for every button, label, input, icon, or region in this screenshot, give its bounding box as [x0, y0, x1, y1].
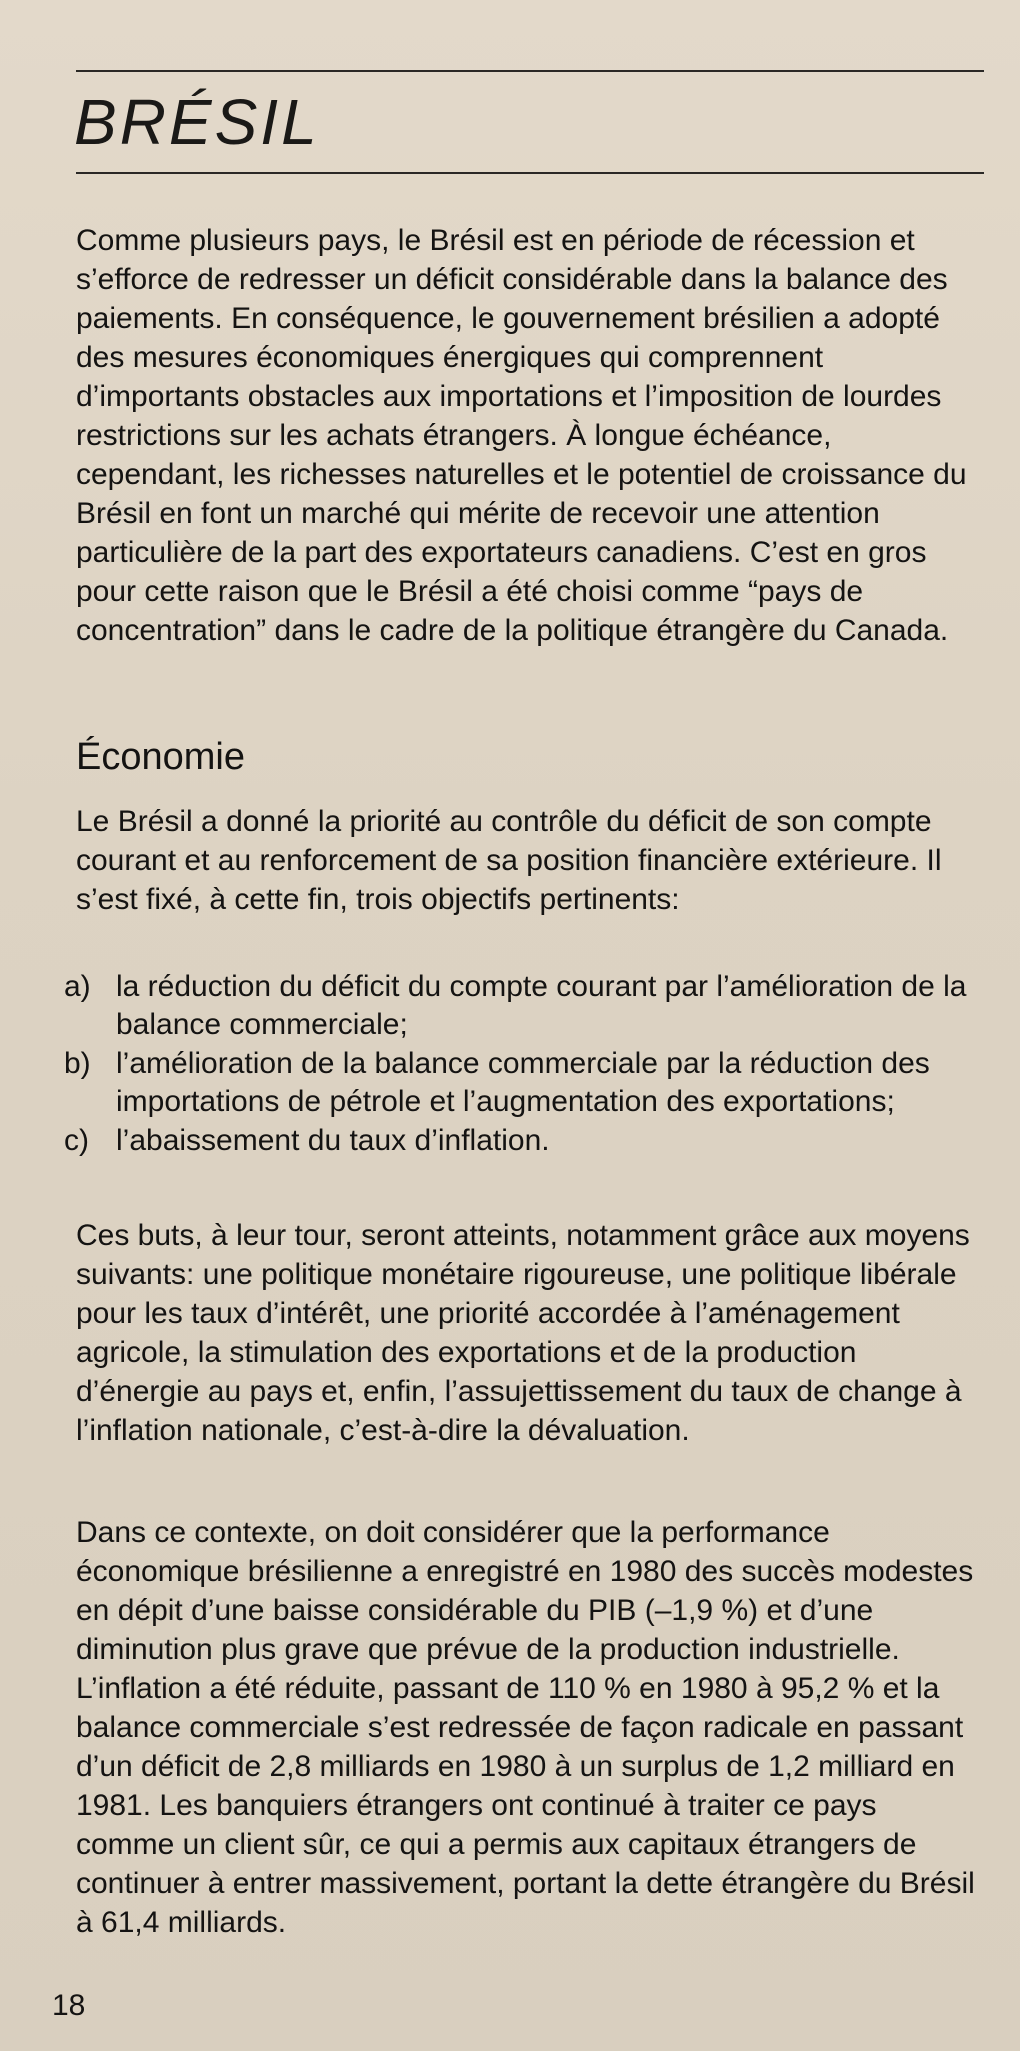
page-title: BRÉSIL — [74, 86, 320, 158]
intro-paragraph: Comme plusieurs pays, le Brésil est en période de récession et s’efforce de redresser un déficit considérable dans la balance des paiements. En conséquence, le gouvernement brésilien a adopté des mesures économiques énergiques qui comprennent d’importants obstacles aux importations et l’imposition de lourdes restrictions sur les achats étrangers. À longue échéance, cependant, les richesses naturelles et le potentiel de croissance du Brésil en font un marché qui mérite de recevoir une attention particulière de la part des exportateurs canadiens. C’est en gros pour cette raison que le Brésil a été choisi comme “pays de concentration” dans le cadre de la politique étrangère du Canada. — [76, 224, 967, 647]
objectives-list — [64, 968, 982, 1161]
economy-paragraph-1: Le Brésil a donné la priorité au contrôle du déficit de son compte courant et au renforcement de sa position financière extérieure. Il s’est fixé, à cette fin, trois objectifs pertinents: — [76, 805, 942, 916]
objective-text: la réduction du déficit du compte courant par l’amélioration de la balance commerciale; — [116, 970, 967, 1041]
objective-item-c — [64, 1122, 982, 1160]
objective-text: l’amélioration de la balance commerciale par la réduction des importations de pétrole et l’augmentation des exportations; — [116, 1047, 930, 1118]
objective-marker: c) — [64, 1124, 89, 1157]
page-number: 18 — [52, 1989, 86, 2022]
section-heading-economie: Économie — [76, 736, 245, 778]
economy-paragraph-3: Dans ce contexte, on doit considérer que la performance économique brésilienne a enregistré en 1980 des succès modestes en dépit d’une baisse considérable du PIB (–1,9 %) et d’une diminution plus grave que prévue de la production industrielle. L’inflation a été réduite, passant de 110 % en 1980 à 95,2 % et la balance commerciale s’est redressée de façon radicale en passant d’un déficit de 2,8 milliards en 1980 à un surplus de 1,2 milliard en 1981. Les banquiers étrangers ont continué à traiter ce pays comme un client sûr, ce qui a permis aux capitaux étrangers de continuer à entrer massivement, portant la dette étrangère du Brésil à 61,4 milliards. — [76, 1516, 975, 1939]
economy-paragraph-2: Ces buts, à leur tour, seront atteints, notamment grâce aux moyens suivants: une politique monétaire rigoureuse, une politique libérale pour les taux d’intérêt, une priorité accordée à l’aménagement agricole, la stimulation des exportations et de la production d’énergie au pays et, enfin, l’assujettissement du taux de change à l’inflation nationale, c’est-à-dire la dévaluation. — [76, 1219, 970, 1447]
objective-item-a — [64, 968, 982, 1044]
title-bottom-rule — [76, 172, 984, 174]
objective-text: l’abaissement du taux d’inflation. — [116, 1124, 550, 1157]
objective-marker: b) — [64, 1047, 91, 1080]
objective-item-b — [64, 1045, 982, 1121]
objective-marker: a) — [64, 970, 91, 1003]
title-top-rule — [76, 70, 984, 72]
